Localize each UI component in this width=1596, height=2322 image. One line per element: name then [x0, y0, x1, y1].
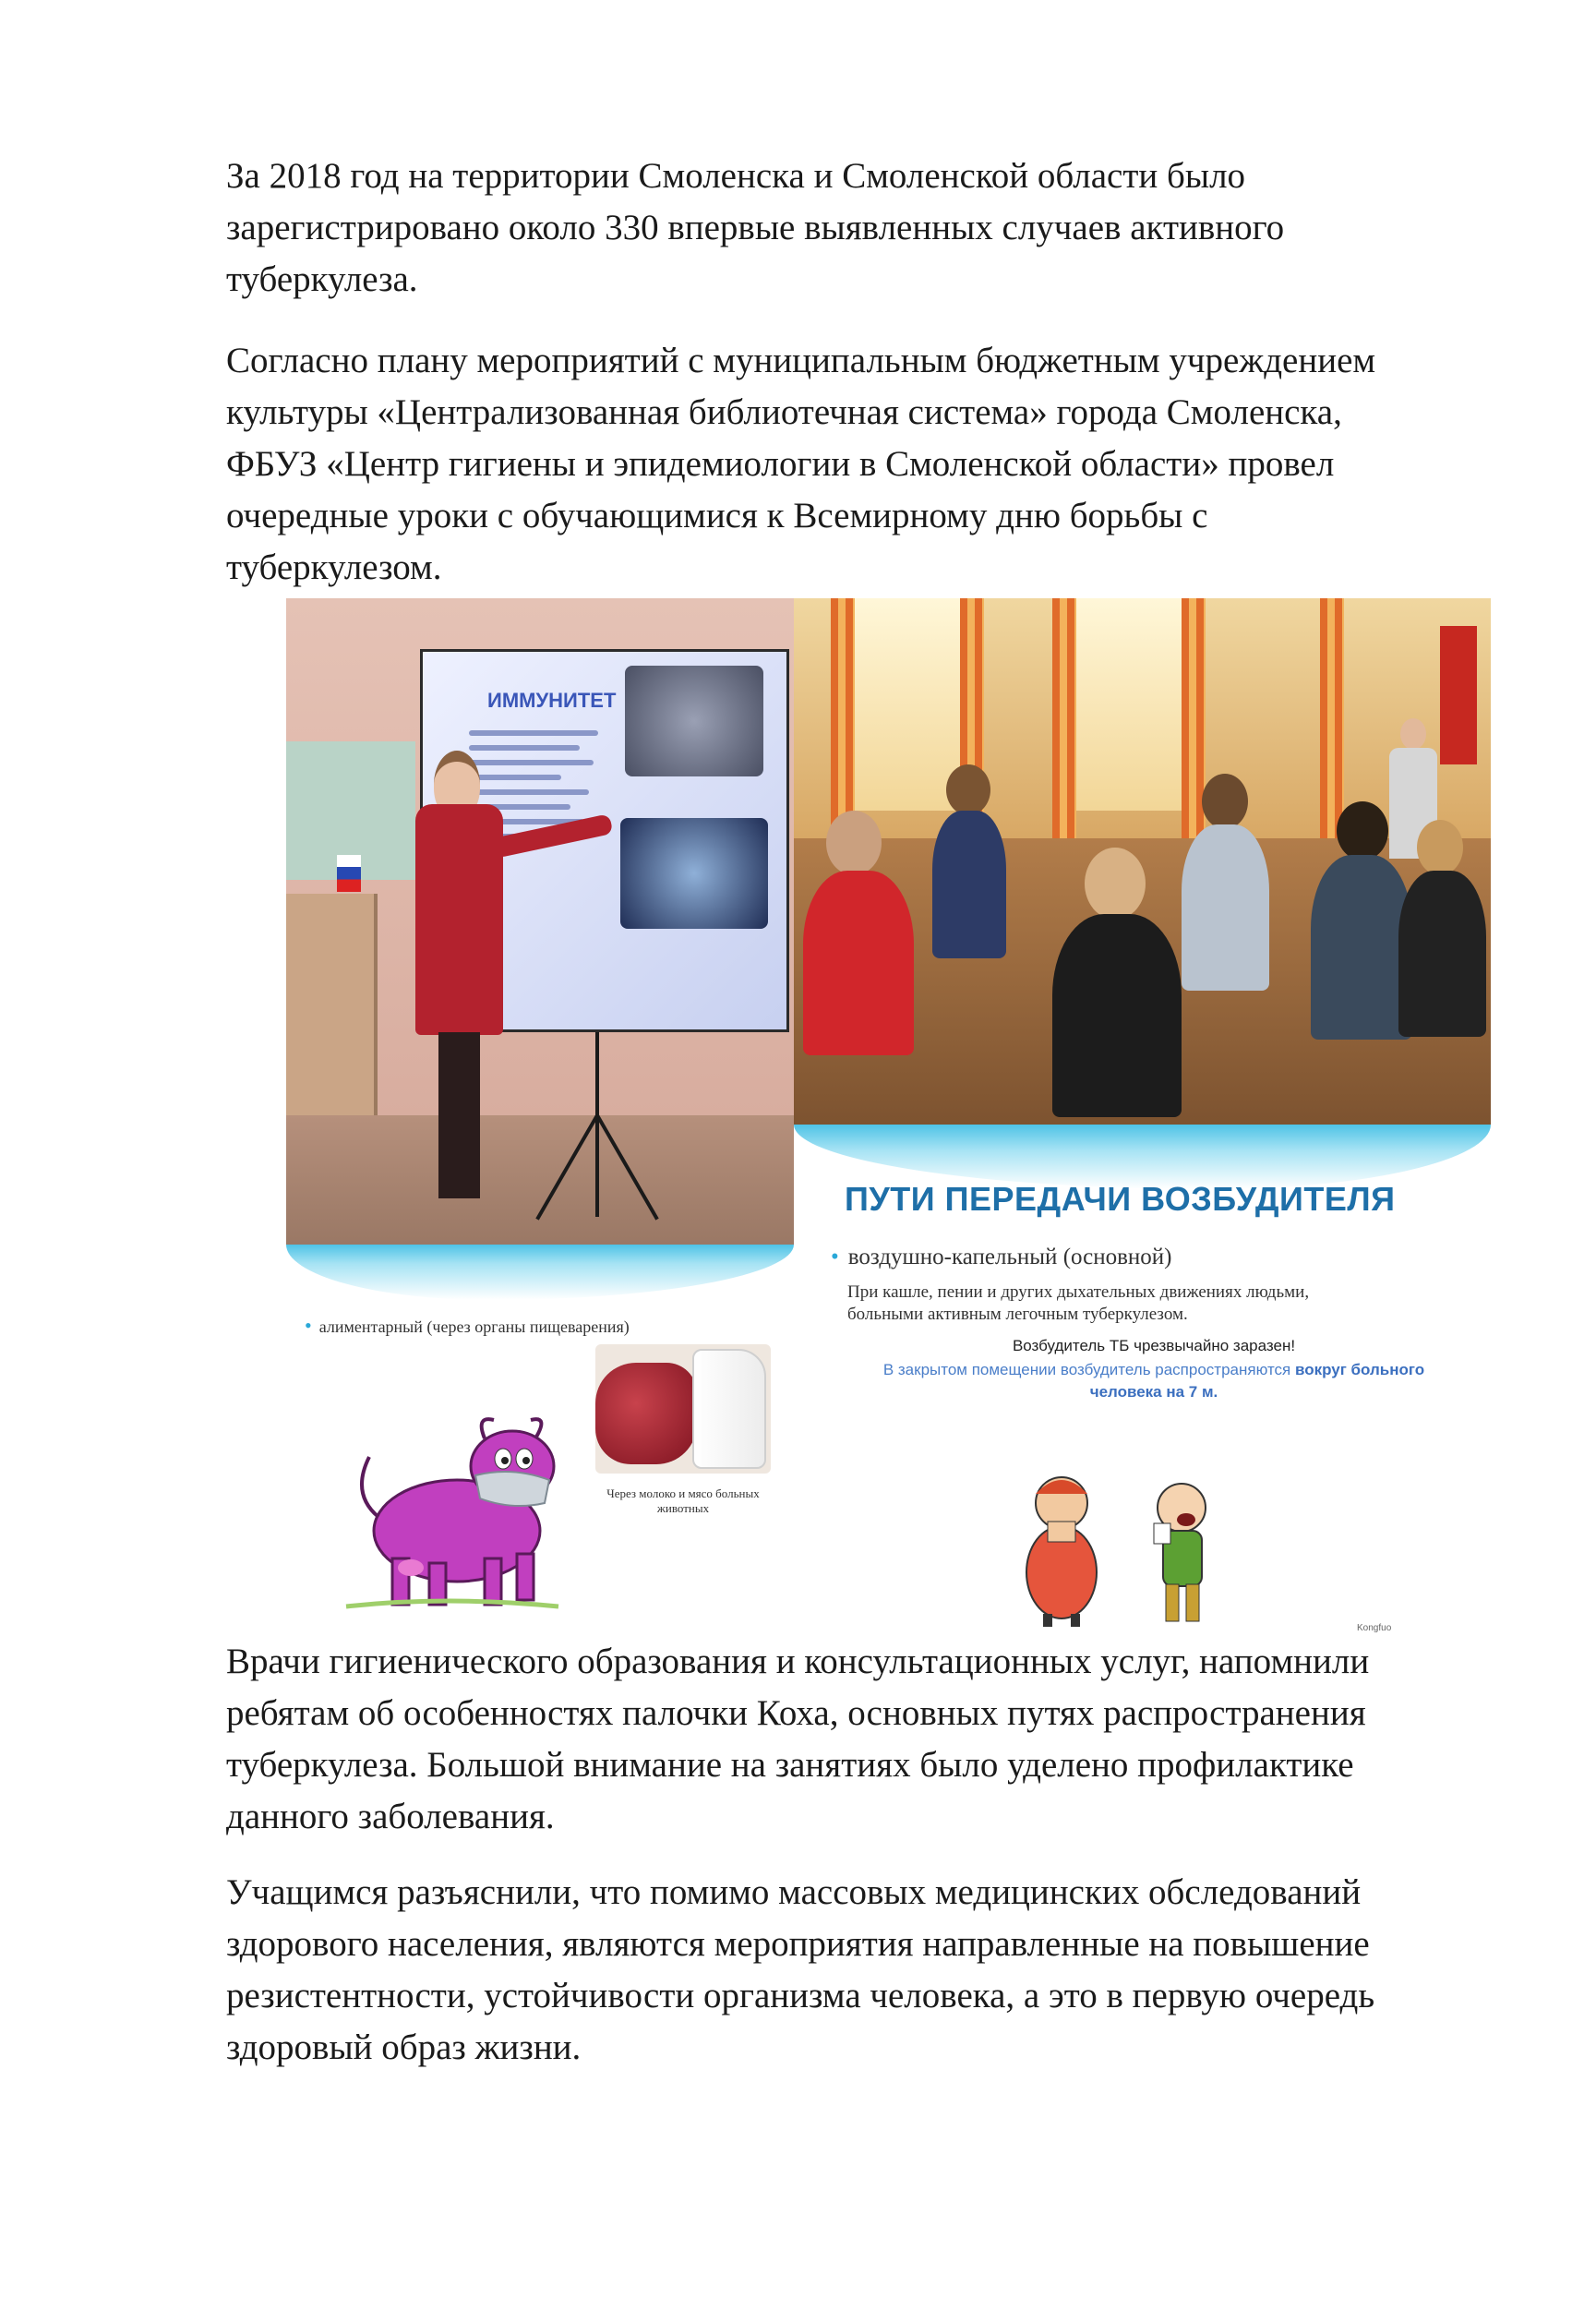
- screen-title: ИММУНИТЕТ: [487, 689, 617, 712]
- lecturer-photo: [286, 598, 794, 1245]
- slide-wave-header: [286, 1245, 794, 1300]
- student-figure: [1182, 774, 1269, 1032]
- student-figure: [1311, 801, 1412, 1078]
- meat-and-milk-image: [595, 1344, 771, 1474]
- photo-collage: [286, 598, 1491, 1634]
- transmission-description: При кашле, пении и других дыхательных движениях людьми, больными активным легочным туберкулезом.: [847, 1282, 1310, 1324]
- audience-photo: [794, 598, 1491, 1125]
- curtain: [1052, 598, 1076, 838]
- student-figure: [803, 811, 914, 1125]
- student-figure: [932, 764, 1006, 1005]
- transmission-bullet: • воздушно-капельный (основной): [831, 1245, 1172, 1270]
- cartoon-people-illustration: [997, 1466, 1274, 1628]
- screen-image-bacteria: [620, 818, 768, 929]
- room-spread-regular: В закрытом помещении возбудитель распространяются: [882, 1361, 1291, 1378]
- cabinet: [286, 894, 378, 1115]
- student-figure: [1052, 848, 1182, 1125]
- transmission-slide: [794, 1125, 1491, 1634]
- curtain: [831, 598, 855, 838]
- student-figure: [1398, 820, 1486, 1060]
- meat-milk-caption: Через молоко и мясо больных животных: [606, 1486, 760, 1515]
- window: [1071, 598, 1182, 811]
- cow-illustration: [337, 1402, 568, 1614]
- red-banner: [1440, 626, 1477, 764]
- screen-image-cell: [625, 666, 763, 776]
- alimentary-bullet: • алиментарный (через органы пищеварения): [305, 1314, 630, 1338]
- russian-flag-icon: [337, 855, 361, 892]
- room-spread-bold: вокруг больного человека на 7 м.: [1089, 1361, 1425, 1401]
- tripod-stand: [595, 1032, 599, 1217]
- paragraph-statistics: За 2018 год на территории Смоленска и Смоленской области было зарегистрировано около 330 впервые выявленных случаев активного туберкулеза.: [226, 156, 1285, 299]
- cartoon-signature: Kongfuo: [1357, 1623, 1392, 1633]
- room-spread-text: [858, 1359, 1449, 1403]
- contagious-warning: Возбудитель ТБ чрезвычайно заразен!: [1012, 1337, 1296, 1354]
- transmission-title: ПУТИ ПЕРЕДАЧИ ВОЗБУДИТЕЛЯ: [845, 1180, 1396, 1218]
- alimentary-slide: [286, 1245, 794, 1634]
- paragraph-event-plan: Согласно плану мероприятий с муниципальным бюджетным учреждением культуры «Централизованная библиотечная система» города Смоленска, ФБУЗ «Центр гигиены и эпидемиологии в Смоленской области» провел очередные уроки с обучающимися к Всемирному дню борьбы с туберкулезом.: [226, 341, 1376, 587]
- paragraph-prevention: Учащимся разъяснили, что помимо массовых медицинских обследований здорового населения, являются мероприятия направленные на повышение резистентности, устойчивости организма человека, а это в первую очередь здоровый образ жизни.: [226, 1872, 1375, 2067]
- paragraph-doctors-lesson: Врачи гигиенического образования и консультационных услуг, напомнили ребятам об особенностях палочки Коха, основных путях распространения туберкулеза. Большой внимание на занятиях было уделено профилактике данного заболевания.: [226, 1642, 1370, 1836]
- lecturer-figure: [406, 751, 508, 1212]
- classroom-floor: [286, 1115, 794, 1245]
